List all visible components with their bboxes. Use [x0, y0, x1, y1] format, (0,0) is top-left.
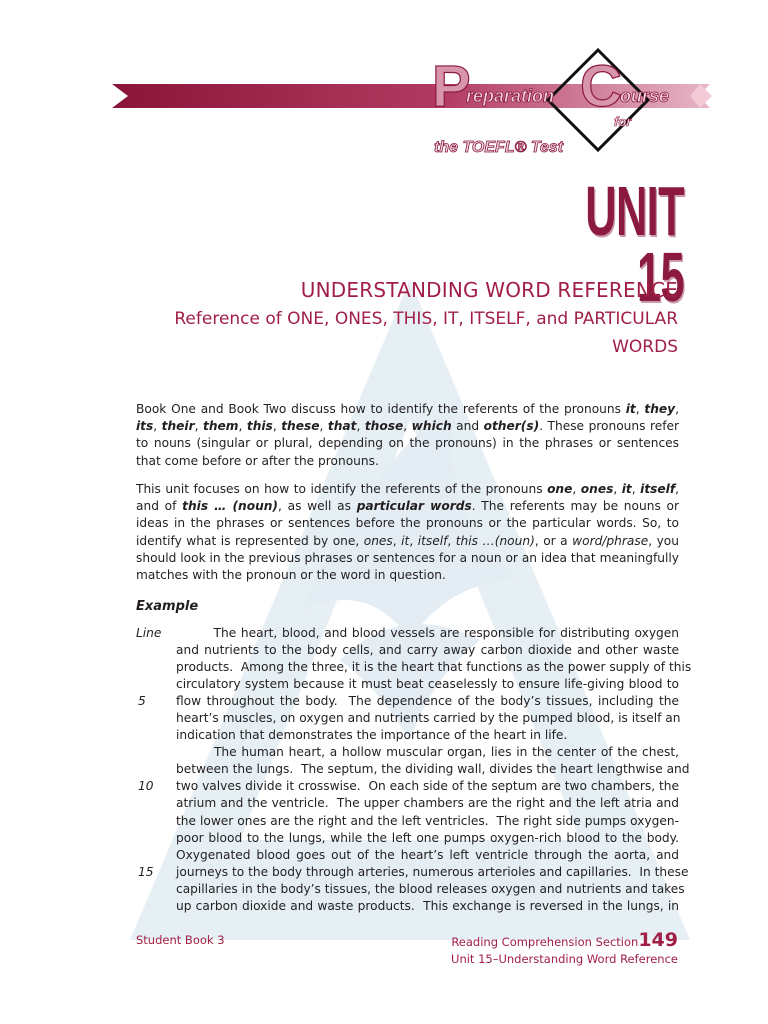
line-number: 10 — [138, 779, 154, 794]
subheading-line-2: WORDS — [612, 337, 678, 357]
line-number: 5 — [138, 694, 146, 709]
line-text: Oxygenated blood goes out of the heart’s left ventricle through the aorta, and — [176, 847, 679, 862]
line-text: two valves divide it crosswise. On each side of the septum are two chambers, the — [176, 779, 679, 794]
passage-line — [136, 744, 679, 761]
section-subheading — [118, 305, 678, 361]
line-text: indication that demonstrates the importance of the heart in life. — [176, 728, 568, 743]
passage-line — [136, 813, 679, 830]
line-text: atrium and the ventricle. The upper chambers are the right and the left atria and — [176, 796, 679, 811]
line-text: between the lungs. The septum, the dividing wall, divides the heart lengthwise and — [176, 762, 690, 777]
page-number: 149 — [638, 929, 678, 951]
line-text: The human heart, a hollow muscular organ, lies in the center of the chest, — [176, 745, 679, 760]
banner-for: for — [614, 114, 632, 129]
passage-line — [136, 847, 679, 864]
line-text: and nutrients to the body cells, and carry away carbon dioxide and other waste — [176, 643, 679, 658]
line-number: Line — [136, 626, 162, 640]
line-number — [136, 795, 176, 812]
line-number — [136, 881, 176, 898]
section-heading: UNDERSTANDING WORD REFERENCE — [300, 278, 678, 302]
banner-big-c: C — [580, 54, 622, 119]
passage-line — [136, 864, 689, 881]
footer-unit: Unit 15–Understanding Word Reference — [451, 952, 678, 966]
line-text: poor blood to the lungs, while the left one pumps oxygen-rich blood to the body. — [176, 830, 679, 845]
banner-subtitle: the TOEFL® Test — [434, 139, 564, 156]
passage-line — [136, 625, 679, 642]
line-number — [136, 744, 176, 761]
line-text: heart’s muscles, on oxygen and nutrients carried by the pumped blood, is itself an — [176, 711, 681, 726]
banner-ourse: ourse — [620, 86, 670, 106]
footer-section-name: Reading Comprehension Section — [451, 935, 639, 949]
line-text: journeys to the body through arteries, numerous arterioles and capillaries. In these — [176, 864, 689, 879]
line-number — [136, 813, 176, 830]
passage-line — [136, 727, 679, 744]
passage-line — [136, 761, 690, 778]
footer-book: Student Book 3 — [136, 933, 225, 947]
example-passage — [136, 625, 692, 915]
line-text: flow throughout the body. The dependence of the body’s tissues, including the — [176, 694, 679, 709]
intro-paragraph-2: This unit focuses on how to identify the referents of the pronouns one, ones, it, itself, and of this … (noun), as well as particular words. The referents may be nouns or ideas in the phrases or sentences before the pronouns or the particular words. So, to identify what is represented by one, ones, it, itself, this …(noun), or a word/phrase, you should look in the previous phrases or sentences for a noun or an idea that meaningfully matches with the pronoun or the word in question. — [136, 482, 680, 583]
line-number — [136, 659, 176, 676]
line-number: 15 — [138, 864, 154, 879]
line-number — [136, 830, 176, 847]
passage-line — [136, 795, 679, 812]
passage-line — [136, 881, 685, 898]
line-text: up carbon dioxide and waste products. This exchange is reversed in the lungs, in — [176, 898, 679, 913]
line-number — [136, 847, 176, 864]
example-label: Example — [136, 599, 199, 614]
line-number — [136, 642, 176, 659]
line-text: circulatory system because it must beat ceaselessly to ensure life-giving blood to — [176, 677, 679, 692]
intro-paragraph-1: Book One and Book Two discuss how to identify the referents of the pronouns it, they, its, their, them, this, these, that, those, which and other(s). These pronouns refer to nouns (singular or plural, depending on the pronouns) in the phrases or sentences that come before or after the pronouns. — [136, 402, 680, 468]
passage-line — [136, 710, 679, 727]
passage-line — [136, 642, 679, 659]
passage-line — [136, 659, 692, 676]
passage-line — [136, 676, 679, 693]
passage-line — [136, 830, 679, 847]
line-text: the lower ones are the right and the left ventricles. The right side pumps oxygen- — [176, 813, 679, 828]
unit-title: UNIT 15 — [585, 172, 684, 316]
line-number — [136, 710, 176, 727]
subheading-line-1: Reference of ONE, ONES, THIS, IT, ITSELF, and PARTICULAR — [174, 309, 678, 329]
passage-line — [136, 693, 679, 710]
course-banner — [0, 40, 768, 170]
banner-big-p: P — [432, 54, 471, 119]
banner-preparation: reparation — [466, 86, 555, 106]
line-text: The heart, blood, and blood vessels are responsible for distributing oxygen — [176, 626, 679, 640]
line-number — [136, 676, 176, 693]
line-text: capillaries in the body’s tissues, the blood releases oxygen and nutrients and takes — [176, 881, 685, 896]
passage-line — [136, 778, 679, 795]
passage-line — [136, 898, 679, 915]
line-text: products. Among the three, it is the heart that functions as the power supply of this — [176, 660, 692, 675]
footer-section — [451, 929, 678, 951]
line-number — [136, 898, 176, 915]
line-number — [136, 761, 176, 778]
line-number — [136, 727, 176, 744]
